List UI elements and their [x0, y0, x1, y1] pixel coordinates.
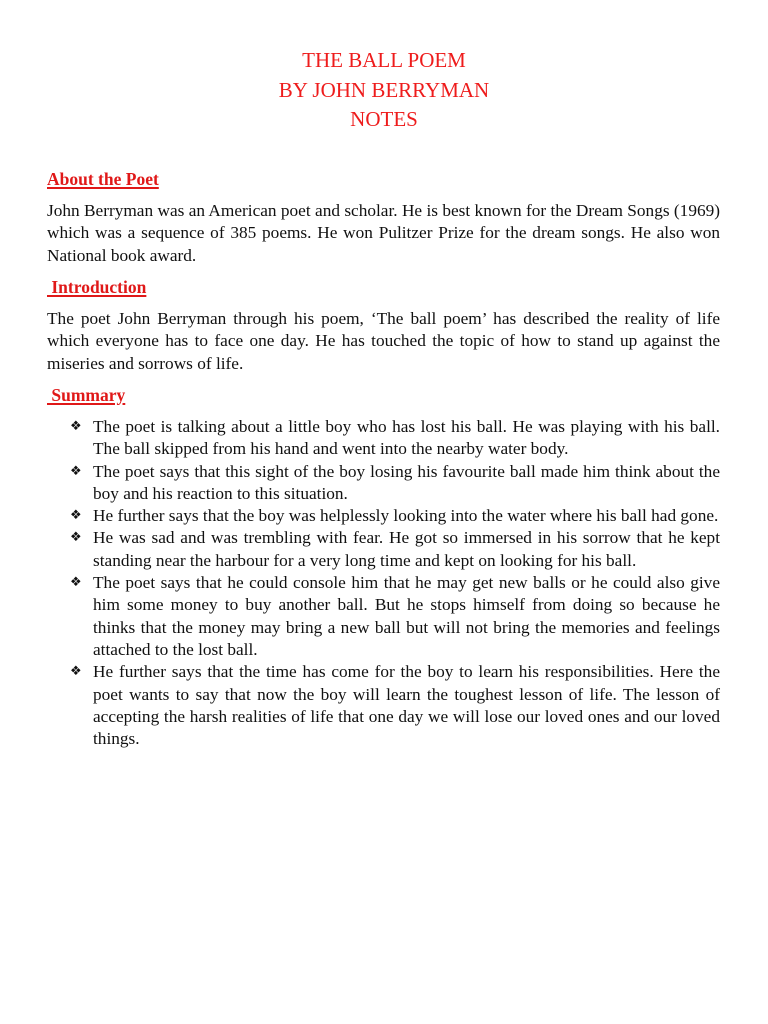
list-item	[70, 527, 720, 572]
title-line-author: BY JOHN BERRYMAN	[278, 77, 490, 102]
heading-about-the-poet: About the Poet	[47, 169, 159, 189]
four-diamond-bullet-icon: ❖	[70, 575, 82, 591]
four-diamond-bullet-icon: ❖	[70, 463, 82, 479]
list-item	[70, 416, 720, 461]
heading-introduction: Introduction	[47, 277, 147, 297]
four-diamond-bullet-icon: ❖	[70, 664, 82, 680]
heading-summary: Summary	[47, 385, 126, 405]
four-diamond-bullet-icon: ❖	[70, 530, 82, 546]
bullet-text: He further says that the time has come for the boy to learn his responsibilities. Here the poet wants to say that now the boy will learn the toughest lesson of life. The lesson of accepting the harsh realities of life that one day we will lose our loved ones and our loved things.	[93, 662, 720, 749]
bullet-text: He further says that the boy was helplessly looking into the water where his ball had gone.	[93, 506, 719, 526]
four-diamond-bullet-icon: ❖	[70, 419, 82, 434]
list-item	[70, 661, 720, 750]
title-line-poem: THE BALL POEM	[302, 48, 466, 72]
bullet-text: The poet says that this sight of the boy losing his favourite ball made him think about the boy and his reaction to this situation.	[93, 461, 720, 503]
list-item	[70, 461, 720, 506]
title-line-notes: NOTES	[350, 107, 418, 131]
list-item	[70, 572, 720, 661]
list-item	[70, 505, 720, 527]
bullet-text: The poet says that he could console him that he may get new balls or he could also give him some money to buy another ball. But he stops himself from doing so because he thinks that the money may bring a new ball but will not bring the memories and feelings attached to the lost ball.	[93, 573, 720, 659]
bullet-text: He was sad and was trembling with fear. He got so immersed in his sorrow that he kept standing near the harbour for a very long time and kept on looking for his ball.	[93, 528, 720, 570]
summary-bullet-list	[70, 416, 720, 750]
paragraph-about-the-poet: John Berryman was an American poet and scholar. He is best known for the Dream Songs (1969) which was a sequence of 385 poems. He won Pulitzer Prize for the dream songs. He also won National book award.	[47, 201, 720, 265]
bullet-text: The poet is talking about a little boy who has lost his ball. He was playing with his ball. The ball skipped from his hand and went into the nearby water body.	[93, 417, 720, 459]
paragraph-introduction: The poet John Berryman through his poem, ‘The ball poem’ has described the reality of life which everyone has to face one day. He has touched the topic of how to stand up against the miseries and sorrows of life.	[47, 309, 720, 373]
document-title	[0, 46, 768, 135]
four-diamond-bullet-icon: ❖	[70, 508, 82, 524]
